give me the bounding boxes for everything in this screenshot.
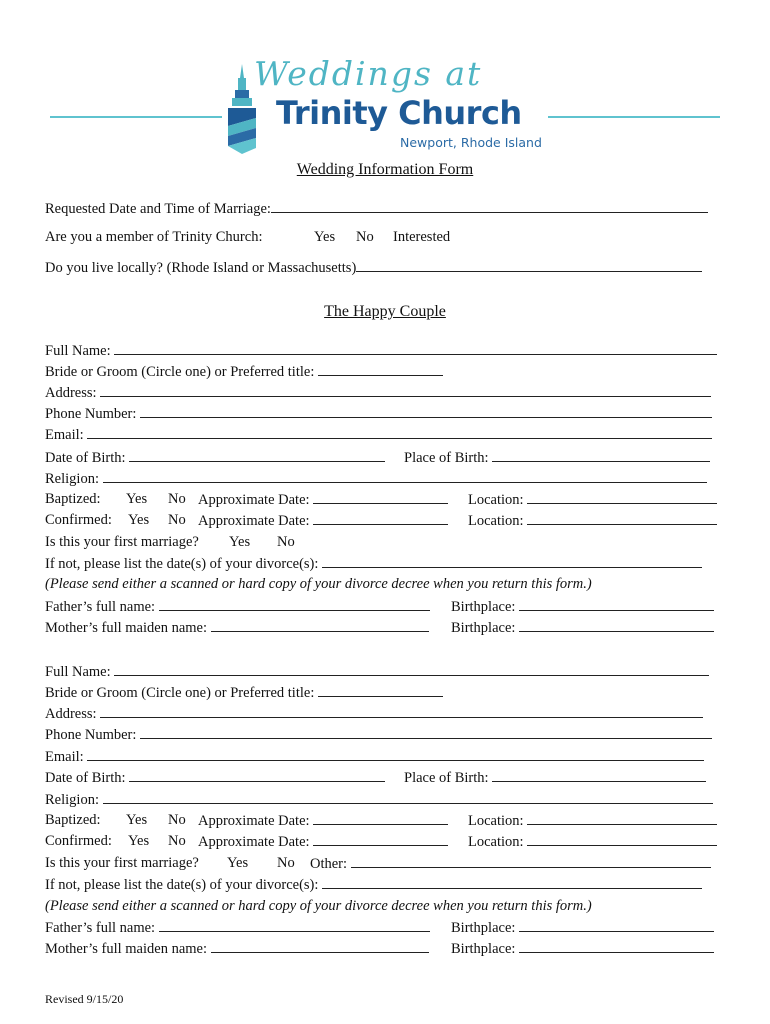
p1-confirmed-yes[interactable]: Yes <box>128 512 150 528</box>
baptized-label: Baptized: <box>45 812 101 828</box>
p2-email-row <box>45 746 704 767</box>
bride-groom-label: Bride or Groom (Circle one) or Preferred title: <box>45 364 315 380</box>
p2-mother-birthplace-field[interactable] <box>519 938 714 953</box>
p2-baptized-date-row <box>198 810 448 831</box>
p2-first-marriage-yes[interactable]: Yes <box>227 855 249 871</box>
p1-pob-field[interactable] <box>492 447 710 462</box>
p2-confirmed-date-row <box>198 831 448 852</box>
local-field[interactable] <box>356 257 702 272</box>
requested-date-row <box>45 198 708 219</box>
p2-dob-row <box>45 767 385 788</box>
p1-father-birthplace-row <box>451 596 714 617</box>
p1-first-marriage-no[interactable]: No <box>277 534 295 550</box>
mother-label: Mother’s full maiden name: <box>45 941 208 957</box>
p1-baptized-location-row <box>468 489 717 510</box>
religion-label: Religion: <box>45 792 99 808</box>
p2-confirmed-location-row <box>468 831 717 852</box>
p2-religion-field[interactable] <box>103 789 713 804</box>
p2-mother-field[interactable] <box>211 938 429 953</box>
p1-religion-field[interactable] <box>103 468 707 483</box>
member-row <box>45 227 262 248</box>
p1-address-field[interactable] <box>100 382 711 397</box>
address-label: Address: <box>45 706 97 722</box>
p1-divorce-note: (Please send either a scanned or hard copy of your divorce decree when you return this form.) <box>45 576 592 592</box>
birthplace-label: Birthplace: <box>451 941 516 957</box>
address-label: Address: <box>45 385 97 401</box>
p2-phone-row <box>45 724 712 745</box>
p2-confirmed-location-field[interactable] <box>527 831 717 846</box>
divorce-dates-label: If not, please list the date(s) of your divorce(s): <box>45 556 319 572</box>
p1-confirmed-location-field[interactable] <box>527 510 717 525</box>
p1-confirmed-date-field[interactable] <box>313 510 448 525</box>
p1-mother-birthplace-field[interactable] <box>519 617 714 632</box>
logo-script: Weddings at <box>254 54 483 93</box>
p2-confirmed-date-field[interactable] <box>313 831 448 846</box>
email-label: Email: <box>45 427 84 443</box>
location-label: Location: <box>468 813 524 829</box>
p1-phone-field[interactable] <box>140 403 712 418</box>
p2-other-row <box>310 853 711 874</box>
email-label: Email: <box>45 749 84 765</box>
p1-baptized-yes[interactable]: Yes <box>126 491 148 507</box>
first-marriage-question: Is this your first marriage? <box>45 855 199 871</box>
p1-baptized-no[interactable]: No <box>168 491 186 507</box>
p1-religion-row <box>45 468 707 489</box>
mother-label: Mother’s full maiden name: <box>45 620 208 636</box>
p1-baptized-location-field[interactable] <box>527 489 717 504</box>
father-label: Father’s full name: <box>45 920 156 936</box>
father-label: Father’s full name: <box>45 599 156 615</box>
confirmed-label: Confirmed: <box>45 833 112 849</box>
local-row <box>45 257 702 278</box>
requested-date-field[interactable] <box>271 198 708 213</box>
p2-phone-field[interactable] <box>140 724 712 739</box>
p1-full-name-row <box>45 340 717 361</box>
p2-confirmed-no[interactable]: No <box>168 833 186 849</box>
birthplace-label: Birthplace: <box>451 920 516 936</box>
approx-date-label: Approximate Date: <box>198 834 310 850</box>
p1-confirmed-date-row <box>198 510 448 531</box>
logo-rule-left <box>50 116 222 118</box>
approx-date-label: Approximate Date: <box>198 813 310 829</box>
first-marriage-question: Is this your first marriage? <box>45 534 199 550</box>
bride-groom-label: Bride or Groom (Circle one) or Preferred title: <box>45 685 315 701</box>
dob-label: Date of Birth: <box>45 450 126 466</box>
confirmed-label: Confirmed: <box>45 512 112 528</box>
p1-divorce-row <box>45 553 702 574</box>
p2-religion-row <box>45 789 713 810</box>
p1-address-row <box>45 382 711 403</box>
birthplace-label: Birthplace: <box>451 599 516 615</box>
p1-title-row <box>45 361 443 382</box>
logo-church-name: Trinity Church <box>276 94 522 132</box>
p2-divorce-note: (Please send either a scanned or hard copy of your divorce decree when you return this form.) <box>45 898 592 914</box>
p1-phone-row <box>45 403 712 424</box>
p2-mother-row <box>45 938 429 959</box>
location-label: Location: <box>468 834 524 850</box>
p2-title-row <box>45 682 443 703</box>
member-question: Are you a member of Trinity Church: <box>45 229 263 245</box>
p1-full-name-field[interactable] <box>114 340 717 355</box>
member-interested-option[interactable]: Interested <box>393 229 451 245</box>
p2-pob-field[interactable] <box>492 767 706 782</box>
pob-label: Place of Birth: <box>404 770 489 786</box>
p1-baptized-date-field[interactable] <box>313 489 448 504</box>
p1-mother-field[interactable] <box>211 617 429 632</box>
p1-mother-row <box>45 617 429 638</box>
p2-divorce-field[interactable] <box>322 874 702 889</box>
full-name-label: Full Name: <box>45 343 111 359</box>
religion-label: Religion: <box>45 471 99 487</box>
p2-dob-field[interactable] <box>129 767 385 782</box>
p1-mother-birthplace-row <box>451 617 714 638</box>
phone-label: Phone Number: <box>45 406 137 422</box>
location-label: Location: <box>468 513 524 529</box>
p2-full-name-field[interactable] <box>114 661 709 676</box>
p1-pob-row <box>404 447 710 468</box>
birthplace-label: Birthplace: <box>451 620 516 636</box>
other-label: Other: <box>310 856 348 872</box>
approx-date-label: Approximate Date: <box>198 492 310 508</box>
p2-baptized-date-field[interactable] <box>313 810 448 825</box>
p2-first-marriage-no[interactable]: No <box>277 855 295 871</box>
p1-title-field[interactable] <box>318 361 443 376</box>
p2-baptized-yes[interactable]: Yes <box>126 812 148 828</box>
p1-baptized-date-row <box>198 489 448 510</box>
local-question: Do you live locally? (Rhode Island or Massachusetts) <box>45 260 357 276</box>
location-label: Location: <box>468 492 524 508</box>
p2-baptized-location-field[interactable] <box>527 810 717 825</box>
member-no-option[interactable]: No <box>356 229 374 245</box>
p2-other-field[interactable] <box>351 853 711 868</box>
logo <box>0 56 770 156</box>
form-title: Wedding Information Form <box>296 161 474 178</box>
full-name-label: Full Name: <box>45 664 111 680</box>
p2-confirmed-yes[interactable]: Yes <box>128 833 150 849</box>
p2-father-row <box>45 917 430 938</box>
p1-father-row <box>45 596 430 617</box>
p2-father-birthplace-field[interactable] <box>519 917 714 932</box>
p1-email-field[interactable] <box>87 424 712 439</box>
p1-confirmed-location-row <box>468 510 717 531</box>
phone-label: Phone Number: <box>45 727 137 743</box>
divorce-dates-label: If not, please list the date(s) of your divorce(s): <box>45 877 319 893</box>
p2-baptized-no[interactable]: No <box>168 812 186 828</box>
logo-city: Newport, Rhode Island <box>400 135 542 150</box>
member-yes-option[interactable]: Yes <box>314 229 336 245</box>
p2-divorce-row <box>45 874 702 895</box>
p2-email-field[interactable] <box>87 746 704 761</box>
p1-father-birthplace-field[interactable] <box>519 596 714 611</box>
p2-title-field[interactable] <box>318 682 443 697</box>
p1-first-marriage-yes[interactable]: Yes <box>229 534 251 550</box>
approx-date-label: Approximate Date: <box>198 513 310 529</box>
revision-footer: Revised 9/15/20 <box>45 992 124 1006</box>
p2-full-name-row <box>45 661 709 682</box>
pob-label: Place of Birth: <box>404 450 489 466</box>
p2-father-field[interactable] <box>159 917 430 932</box>
p1-confirmed-no[interactable]: No <box>168 512 186 528</box>
logo-rule-right <box>548 116 720 118</box>
baptized-label: Baptized: <box>45 491 101 507</box>
p1-dob-field[interactable] <box>129 447 385 462</box>
p2-pob-row <box>404 767 706 788</box>
section-title: The Happy Couple <box>324 303 446 320</box>
p2-address-row <box>45 703 703 724</box>
p2-address-field[interactable] <box>100 703 703 718</box>
p1-divorce-field[interactable] <box>322 553 702 568</box>
p1-email-row <box>45 424 712 445</box>
p2-father-birthplace-row <box>451 917 714 938</box>
dob-label: Date of Birth: <box>45 770 126 786</box>
p2-baptized-location-row <box>468 810 717 831</box>
p2-mother-birthplace-row <box>451 938 714 959</box>
p1-father-field[interactable] <box>159 596 430 611</box>
p1-dob-row <box>45 447 385 468</box>
requested-date-label: Requested Date and Time of Marriage: <box>45 201 271 217</box>
